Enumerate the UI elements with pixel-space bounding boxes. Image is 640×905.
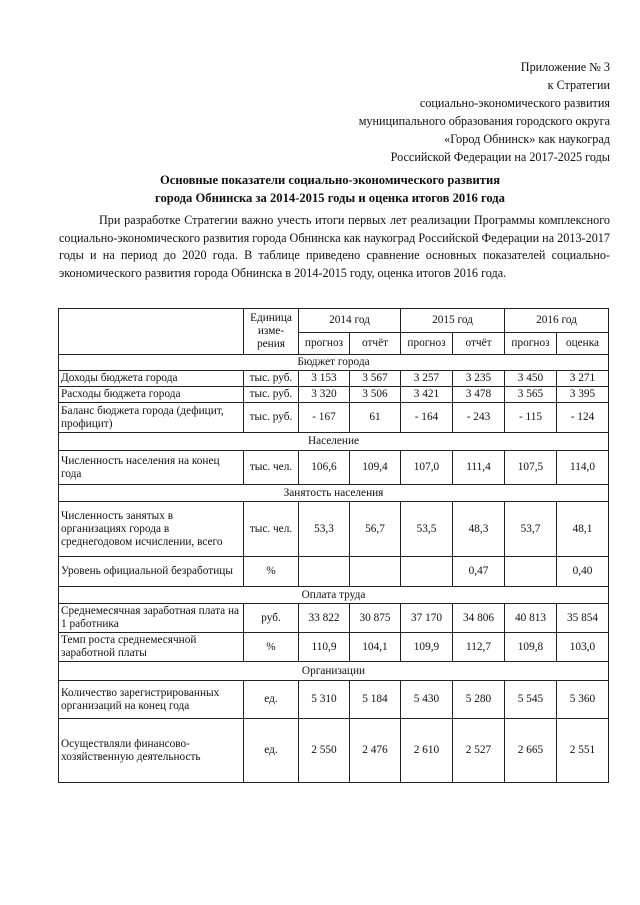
indicator-name: Численность населения на конец года xyxy=(59,451,244,485)
indicator-name: Баланс бюджета города (дефицит, профицит) xyxy=(59,403,244,433)
value-cell: 107,5 xyxy=(505,451,557,485)
value-cell: - 243 xyxy=(453,403,505,433)
value-cell xyxy=(350,557,401,587)
section-title: Занятость населения xyxy=(59,485,609,502)
value-cell: 0,47 xyxy=(453,557,505,587)
value-cell: 3 478 xyxy=(453,387,505,403)
value-cell: 5 184 xyxy=(350,681,401,719)
value-cell: 2 665 xyxy=(505,719,557,783)
value-cell: 35 854 xyxy=(557,604,609,633)
value-cell: 2 476 xyxy=(350,719,401,783)
value-cell: 3 271 xyxy=(557,371,609,387)
header-sub: прогноз xyxy=(505,333,557,355)
value-cell: 111,4 xyxy=(453,451,505,485)
header-sub: оценка xyxy=(557,333,609,355)
value-cell: 53,7 xyxy=(505,502,557,557)
value-cell: 5 280 xyxy=(453,681,505,719)
appendix-line: «Город Обнинск» как наукоград xyxy=(444,132,610,146)
table-row xyxy=(59,451,609,485)
value-cell: 5 430 xyxy=(401,681,453,719)
value-cell: 112,7 xyxy=(453,633,505,662)
value-cell: - 115 xyxy=(505,403,557,433)
header-unit: Единица изме-рения xyxy=(244,309,299,355)
header-year-2016: 2016 год xyxy=(505,309,609,333)
intro-paragraph: При разработке Стратегии важно учесть итоги первых лет реализации Программы комплексного социально-экономического развития города Обнинска как наукоград Российской Федерации на 2013-2017 годы и на период до 2020 года. В таблице приведено сравнение основных показателей социально-экономического развития города Обнинска в 2014-2015 году, оценка итогов 2016 года. xyxy=(59,213,610,280)
indicator-name: Численность занятых в организациях города в среднегодовом исчислении, всего xyxy=(59,502,244,557)
unit-cell: ед. xyxy=(244,681,299,719)
indicator-name: Осуществляли финансово-хозяйственную деятельность xyxy=(59,719,244,783)
appendix-line: социально-экономического развития xyxy=(419,96,610,110)
section-title: Бюджет города xyxy=(59,355,609,371)
value-cell: 5 545 xyxy=(505,681,557,719)
indicator-name: Расходы бюджета города xyxy=(59,387,244,403)
table-row xyxy=(59,403,609,433)
document-title xyxy=(60,171,600,207)
table-row xyxy=(59,633,609,662)
value-cell: - 164 xyxy=(401,403,453,433)
header-year-2014: 2014 год xyxy=(299,309,401,333)
section-row xyxy=(59,355,609,371)
table-row xyxy=(59,604,609,633)
value-cell: 56,7 xyxy=(350,502,401,557)
section-row xyxy=(59,587,609,604)
value-cell: - 124 xyxy=(557,403,609,433)
value-cell: 3 565 xyxy=(505,387,557,403)
indicator-name: Среднемесячная заработная плата на 1 работника xyxy=(59,604,244,633)
header-sub: отчёт xyxy=(350,333,401,355)
value-cell xyxy=(505,557,557,587)
value-cell: 0,40 xyxy=(557,557,609,587)
table-row xyxy=(59,502,609,557)
indicators-table xyxy=(58,308,609,783)
header-sub: отчёт xyxy=(453,333,505,355)
appendix-line: Приложение № 3 xyxy=(520,60,610,74)
section-title: Население xyxy=(59,433,609,451)
unit-cell: тыс. руб. xyxy=(244,387,299,403)
header-year-2015: 2015 год xyxy=(401,309,505,333)
table-row xyxy=(59,557,609,587)
indicator-name: Доходы бюджета города xyxy=(59,371,244,387)
table-row xyxy=(59,719,609,783)
value-cell: 40 813 xyxy=(505,604,557,633)
appendix-note xyxy=(280,58,610,166)
unit-cell: % xyxy=(244,557,299,587)
section-title: Организации xyxy=(59,662,609,681)
unit-cell: тыс. чел. xyxy=(244,502,299,557)
unit-cell: тыс. руб. xyxy=(244,403,299,433)
title-line: города Обнинска за 2014-2015 годы и оценка итогов 2016 года xyxy=(155,191,505,205)
value-cell: 2 551 xyxy=(557,719,609,783)
value-cell xyxy=(401,557,453,587)
header-indicator-cell xyxy=(59,309,244,355)
value-cell: 53,5 xyxy=(401,502,453,557)
value-cell: 2 550 xyxy=(299,719,350,783)
value-cell: 30 875 xyxy=(350,604,401,633)
value-cell: 3 257 xyxy=(401,371,453,387)
value-cell: 53,3 xyxy=(299,502,350,557)
value-cell: 103,0 xyxy=(557,633,609,662)
value-cell: 109,4 xyxy=(350,451,401,485)
value-cell: 106,6 xyxy=(299,451,350,485)
section-row xyxy=(59,433,609,451)
value-cell: 5 310 xyxy=(299,681,350,719)
value-cell: 114,0 xyxy=(557,451,609,485)
value-cell: 33 822 xyxy=(299,604,350,633)
value-cell: - 167 xyxy=(299,403,350,433)
unit-cell: тыс. руб. xyxy=(244,371,299,387)
section-title: Оплата труда xyxy=(59,587,609,604)
value-cell: 37 170 xyxy=(401,604,453,633)
value-cell: 110,9 xyxy=(299,633,350,662)
section-row xyxy=(59,662,609,681)
appendix-line: муниципального образования городского округа xyxy=(358,114,610,128)
value-cell: 34 806 xyxy=(453,604,505,633)
value-cell xyxy=(299,557,350,587)
indicator-name: Уровень официальной безработицы xyxy=(59,557,244,587)
appendix-line: Российской Федерации на 2017-2025 годы xyxy=(390,150,610,164)
table-row xyxy=(59,387,609,403)
value-cell: 5 360 xyxy=(557,681,609,719)
unit-cell: % xyxy=(244,633,299,662)
value-cell: 3 395 xyxy=(557,387,609,403)
indicator-name: Количество зарегистрированных организаций на конец года xyxy=(59,681,244,719)
value-cell: 2 527 xyxy=(453,719,505,783)
section-row xyxy=(59,485,609,502)
value-cell: 3 506 xyxy=(350,387,401,403)
unit-cell: тыс. чел. xyxy=(244,451,299,485)
value-cell: 3 153 xyxy=(299,371,350,387)
value-cell: 3 235 xyxy=(453,371,505,387)
value-cell: 3 567 xyxy=(350,371,401,387)
value-cell: 3 320 xyxy=(299,387,350,403)
table-row xyxy=(59,371,609,387)
header-sub: прогноз xyxy=(401,333,453,355)
value-cell: 104,1 xyxy=(350,633,401,662)
value-cell: 107,0 xyxy=(401,451,453,485)
unit-cell: ед. xyxy=(244,719,299,783)
value-cell: 48,3 xyxy=(453,502,505,557)
unit-cell: руб. xyxy=(244,604,299,633)
appendix-line: к Стратегии xyxy=(547,78,610,92)
value-cell: 3 421 xyxy=(401,387,453,403)
value-cell: 48,1 xyxy=(557,502,609,557)
header-sub: прогноз xyxy=(299,333,350,355)
value-cell: 109,8 xyxy=(505,633,557,662)
value-cell: 2 610 xyxy=(401,719,453,783)
title-line: Основные показатели социально-экономического развития xyxy=(159,173,501,187)
value-cell: 3 450 xyxy=(505,371,557,387)
value-cell: 61 xyxy=(350,403,401,433)
value-cell: 109,9 xyxy=(401,633,453,662)
table-row xyxy=(59,681,609,719)
indicator-name: Темп роста среднемесячной заработной платы xyxy=(59,633,244,662)
